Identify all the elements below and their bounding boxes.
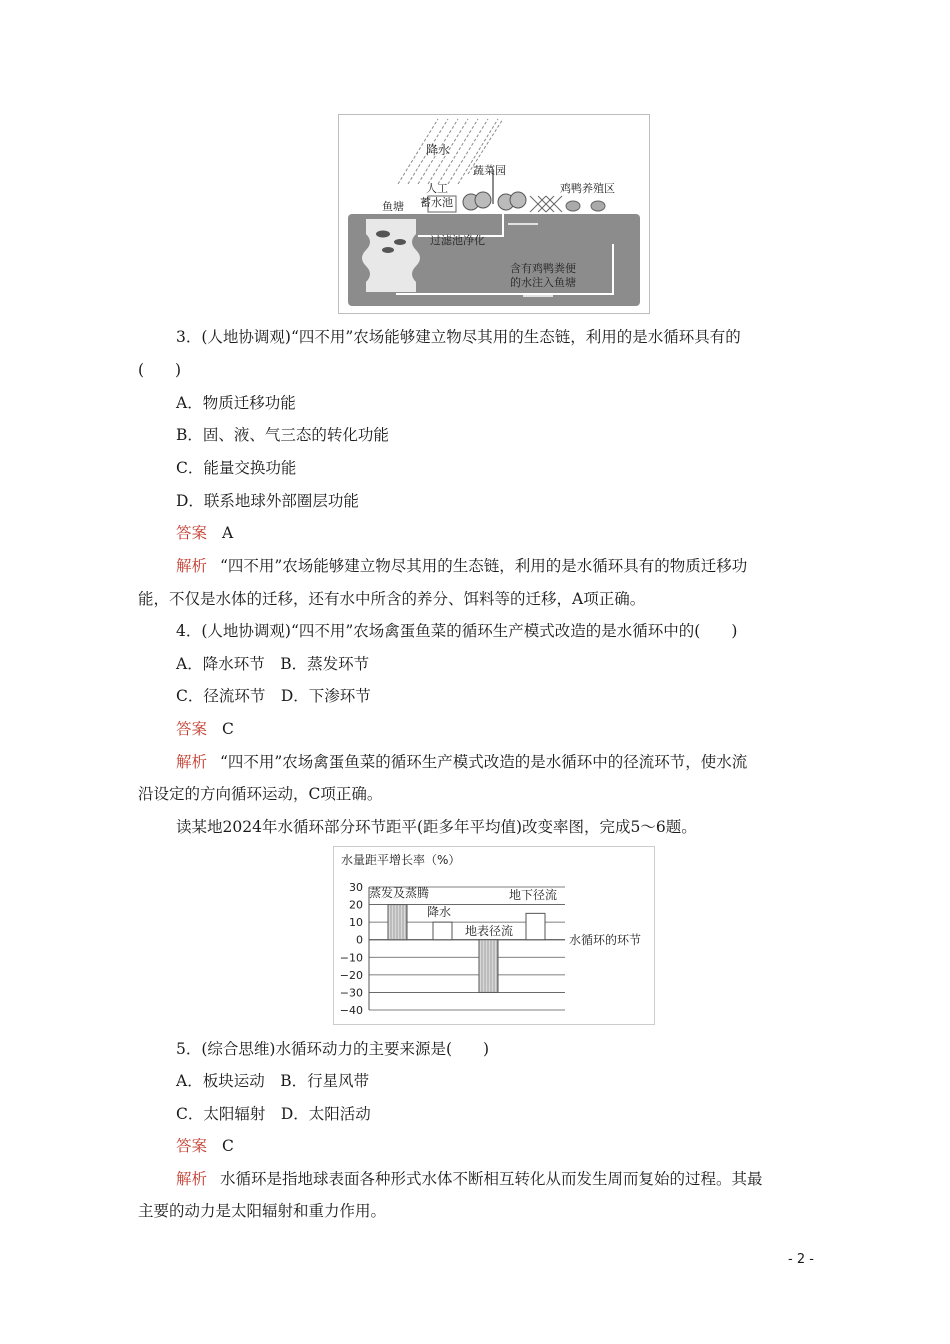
q4-options-ab: A．降水环节 B．蒸发环节 bbox=[176, 655, 370, 673]
filter-label: 过滤池净化 bbox=[430, 234, 485, 247]
q4-answer bbox=[176, 719, 234, 739]
answer-value: C bbox=[221, 1137, 234, 1155]
q5-answer bbox=[176, 1136, 234, 1156]
q3-explanation-line2: 能，不仅是水体的迁移，还有水中所含的养分、饵料等的迁移，A项正确。 bbox=[138, 590, 646, 608]
farm-diagram bbox=[338, 114, 650, 314]
garden-label: 蔬菜园 bbox=[473, 164, 506, 177]
chart-category-label: 降水 bbox=[427, 905, 452, 919]
q5-explanation-line2: 主要的动力是太阳辐射和重力作用。 bbox=[138, 1202, 387, 1220]
q5-explanation-line1 bbox=[176, 1169, 762, 1189]
q5-options-ab: A．板块运动 B．行星风带 bbox=[176, 1072, 370, 1090]
q3-option-a: A．物质迁移功能 bbox=[176, 394, 296, 412]
chart-intro: 读某地2024年水循环部分环节距平(距多年平均值)改变率图，完成5～6题。 bbox=[176, 818, 697, 836]
q3-stem-line2: ( ) bbox=[138, 361, 182, 379]
chart-ytick-label: 0 bbox=[356, 933, 363, 947]
chart-xlabel: 水循环的环节 bbox=[569, 933, 642, 947]
q3-option-c: C．能量交换功能 bbox=[176, 459, 297, 477]
q5-options-cd: C．太阳辐射 D．太阳活动 bbox=[176, 1105, 371, 1123]
q3-stem-line1: 3．(人地协调观)“四不用”农场能够建立物尽其用的生态链，利用的是水循环具有的 bbox=[176, 328, 741, 346]
q3-option-b: B．固、液、气三态的转化功能 bbox=[176, 426, 389, 444]
fish-pond bbox=[362, 219, 420, 292]
manure-label-2: 的水注入鱼塘 bbox=[510, 276, 576, 289]
explanation-text: “四不用”农场禽蛋鱼菜的循环生产模式改造的是水循环中的径流环节，使水流 bbox=[219, 753, 748, 771]
chart-bar bbox=[433, 922, 452, 940]
q3-option-d: D．联系地球外部圈层功能 bbox=[176, 492, 359, 510]
chart-ytick-label: −30 bbox=[339, 986, 363, 1000]
water-cycle-chart bbox=[333, 846, 655, 1025]
q4-options-cd: C．径流环节 D．下渗环节 bbox=[176, 687, 371, 705]
q3-explanation-line1 bbox=[176, 556, 747, 576]
chart-category-label: 蒸发及蒸腾 bbox=[369, 886, 430, 900]
manure-label-1: 含有鸡鸭粪便 bbox=[510, 262, 576, 275]
answer-label: 答案 bbox=[176, 1137, 208, 1155]
explanation-label: 解析 bbox=[176, 557, 208, 575]
chart-category-label: 地下径流 bbox=[509, 888, 558, 902]
q4-stem: 4．(人地协调观)“四不用”农场禽蛋鱼菜的循环生产模式改造的是水循环中的( ) bbox=[176, 622, 738, 640]
explanation-label: 解析 bbox=[176, 753, 208, 771]
answer-label: 答案 bbox=[176, 720, 208, 738]
poultry-label: 鸡鸭养殖区 bbox=[560, 182, 615, 195]
reservoir-label-1: 人工 bbox=[426, 182, 448, 195]
chart-ytick-label: −10 bbox=[339, 951, 363, 965]
rain-label: 降水 bbox=[426, 143, 451, 157]
chart-bar bbox=[526, 913, 545, 939]
q3-answer bbox=[176, 523, 233, 543]
q4-explanation-line1 bbox=[176, 752, 747, 772]
explanation-text: 水循环是指地球表面各种形式水体不断相互转化从而发生周而复始的过程。其最 bbox=[219, 1170, 763, 1188]
q4-explanation-line2: 沿设定的方向循环运动，C项正确。 bbox=[138, 785, 383, 803]
explanation-text: “四不用”农场能够建立物尽其用的生态链，利用的是水循环具有的物质迁移功 bbox=[219, 557, 748, 575]
chart-ytick-label: −20 bbox=[339, 968, 363, 982]
q5-stem: 5．(综合思维)水循环动力的主要来源是( ) bbox=[176, 1040, 490, 1058]
fish-icon bbox=[394, 239, 406, 245]
chart-ytick-label: −40 bbox=[339, 1004, 363, 1017]
reservoir-label-2: 蓄水池 bbox=[420, 196, 453, 209]
chart-ytick-label: 30 bbox=[349, 881, 363, 894]
answer-value: C bbox=[221, 720, 234, 738]
pond-label: 鱼塘 bbox=[382, 200, 404, 213]
explanation-label: 解析 bbox=[176, 1170, 208, 1188]
answer-value: A bbox=[221, 524, 234, 542]
answer-label: 答案 bbox=[176, 524, 208, 542]
fish-icon bbox=[382, 247, 394, 253]
fish-icon bbox=[376, 231, 390, 238]
chart-ytick-label: 20 bbox=[349, 898, 363, 912]
chart-ylabel: 水量距平增长率（%） bbox=[341, 853, 461, 867]
chart-category-label: 地表径流 bbox=[465, 924, 514, 938]
chart-ytick-label: 10 bbox=[349, 916, 363, 930]
page-number: - 2 - bbox=[788, 1252, 814, 1267]
